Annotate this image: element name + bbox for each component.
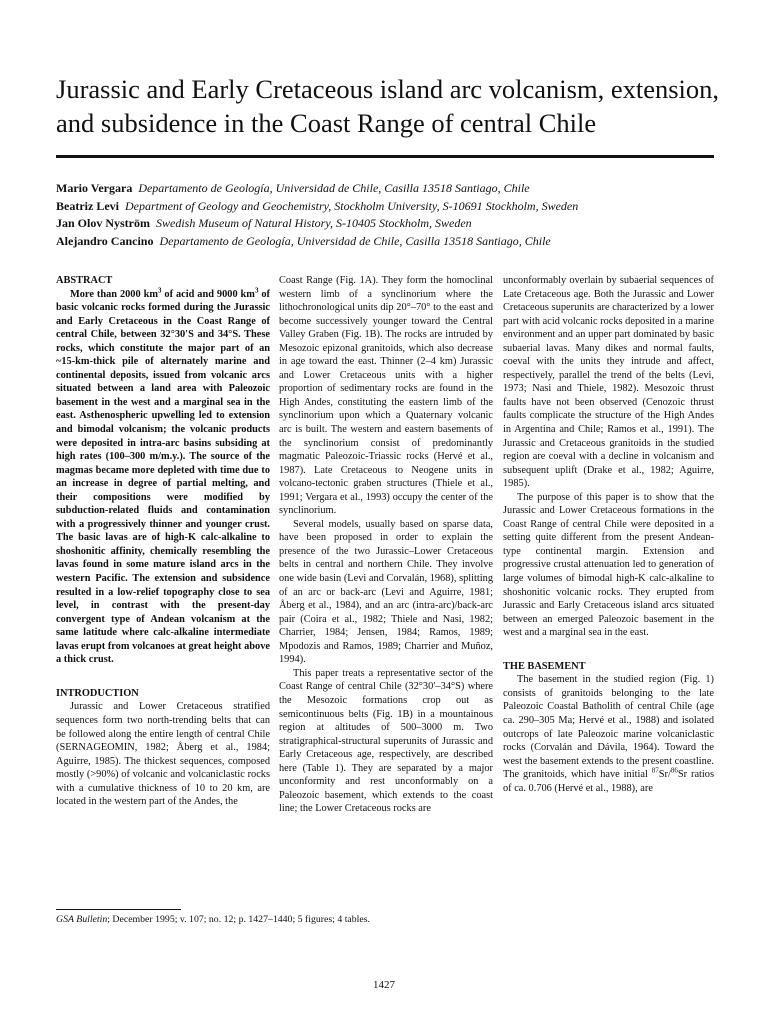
body-paragraph: This paper treats a representative sector of the Coast Range of central Chile (32°30′–34°S) where the Mesozoic formations crop out as semicontinuous belts (Fig. 1B) in a mountainous region at altitudes of 500–3000 m. Two stratigraphical-structural superunits of Jurassic and Early Cretaceous age, respectively, are described here (Table 1). They are separated by a major unconformity and rest unconformably on a Paleozoic basement, which extends to the coast line; the Lower Cretaceous rocks are bbox=[279, 667, 493, 815]
basement-heading: THE BASEMENT bbox=[503, 660, 586, 672]
author-affiliation: Department of Geology and Geochemistry, Stockholm University, S-10691 Stockholm, Sweden bbox=[124, 198, 579, 213]
author-name: Alejandro Cancino bbox=[56, 233, 154, 248]
paper-title: Jurassic and Early Cretaceous island arc volcanism, extension, and subsidence in the Coast Range of central Chile bbox=[56, 74, 720, 138]
body-paragraph: Jurassic and Lower Cretaceous stratified sequences form two north-trending belts that can be followed along the entire length of central Chile (SERNAGEOMIN, 1982; Åberg et al., 1984; Aguirre, 1985). The thickest sequences, composed mostly (>90%) of volcanic and volcaniclastic rocks with a cumulative thickness of 10 to 20 km, are located in the western part of the Andes, the bbox=[56, 701, 270, 808]
column-1 bbox=[56, 274, 270, 809]
author-affiliation: Swedish Museum of Natural History, S-10405 Stockholm, Sweden bbox=[156, 216, 472, 230]
column-2 bbox=[279, 274, 493, 816]
author-name: Beatriz Levi bbox=[56, 198, 119, 213]
author-entry bbox=[56, 180, 726, 198]
author-list bbox=[56, 180, 726, 250]
introduction-heading: INTRODUCTION bbox=[56, 687, 139, 699]
abstract-heading: ABSTRACT bbox=[56, 275, 113, 286]
column-3 bbox=[503, 274, 714, 795]
body-paragraph: Coast Range (Fig. 1A). They form the homoclinal western limb of a synclinorium where the lithochronological units dip 20°–70° to the east and become successively younger toward the Central Valley Graben (Fig. 1B). The rocks are intruded by Mesozoic epizonal granitoids, which also decrease in age toward the east. Thinner (2–4 km) Jurassic and Lower Cretaceous units with a higher proportion of sedimentary rocks are found in the High Andes, constituting the eastern limb of the synclinorium upon which a Quaternary volcanic arc is built. The western and eastern basements of the synclinorium consist of predominantly magmatic Paleozoic-Triassic rocks (Hervé et al., 1987). Late Cretaceous to Neogene units in volcano-tectonic graben structures (Thiele et al., 1991; Vergara et al., 1993) occupy the center of the synclinorium. bbox=[279, 275, 493, 517]
author-entry bbox=[56, 215, 726, 233]
footnote-rule bbox=[56, 909, 181, 910]
body-paragraph: Several models, usually based on sparse data, have been proposed in order to explain the presence of the two Jurassic–Lower Cretaceous belts in central and northern Chile. They involve one wide basin (Levi and Corvalán, 1968), splitting of an arc or back-arc (Levi and Aguirre, 1981; Åberg et al., 1984), and an arc (intra-arc)/back-arc pair (Coira et al., 1982; Thiele and Nasi, 1982; Charrier, 1984; Jensen, 1984; Ramos, 1989; Mpodozis and Ramos, 1989; Charrier and Muñoz, 1994). bbox=[279, 518, 493, 666]
footnote bbox=[56, 914, 370, 925]
page-number: 1427 bbox=[373, 979, 395, 991]
abstract-text: More than 2000 $km^3$ of acid and 9000 $km^3$ of basic volcanic rocks formed during the Jurassic and Early Cretaceous in the Coast Range of central Chile, between 32°30′S and 34°S. These rocks, which constitute the major part of an ~15-km-thick pile of alternately marine and continental deposits, issued from volcanic arcs situated between a land area with Paleozoic basement in the west and a marginal sea in the east. Asthenospheric upwelling led to extension and bimodal volcanism; the volcanic products were deposited in intra-arc basins subsiding at high rates (100–300 m/m.y.). The source of the magmas became more depleted with time due to an increase in degree of partial melting, and their compositions were modified by subduction-related fluids and contamination with a progressively thinner and younger crust. The basic lavas are of high-K calc-alkaline to shoshonitic affinity, chemically resembling the lavas found in some mature island arcs in the western Pacific. The extension and subsidence resulted in a low-relief topography close to sea level, in contrast with the present-day convergent type of Andean volcanism at the same latitude where calc-alkaline intermediate lavas erupt from volcanoes at great height above a thick crust. bbox=[56, 286, 271, 666]
body-paragraph: unconformably overlain by subaerial sequences of Late Cretaceous age. Both the Jurassic and Lower Cretaceous superunits are characterized by a lower part with acid volcanic rocks deposited in a marine environment and an upper part dominated by basic subaerial lavas. Many dikes and normal faults, coeval with the units they intrude and affect, respectively, parallel the trend of the belts (Levi, 1973; Nasi and Thiele, 1982). Mesozoic thrust faults have not been observed (Cenozoic thrust faults complicate the structure of the High Andes in Argentina and Chile; Ramos et al., 1991). The Jurassic and Cretaceous granitoids in the studied region are coeval with a decline in volcanism and subsequent uplift (Drake et al., 1982; Aguirre, 1985). bbox=[503, 275, 714, 490]
author-entry bbox=[56, 198, 726, 216]
journal-name: GSA Bulletin bbox=[56, 914, 108, 925]
body-paragraph: The purpose of this paper is to show that the Jurassic and Lower Cretaceous formations in the Coast Range of central Chile were deposited in a setting quite different from the present Andean-type continental margin. Extension and progressive crustal attenuation led to generation of large volumes of bimodal high-K calc-alkaline to shoshonitic volcanic rocks. They erupted from Jurassic and Early Cretaceous island arcs situated between an emerged Paleozoic basement in the west and a marginal sea in the east. bbox=[503, 491, 714, 639]
basement-text: The basement in the studied region (Fig. 1) consists of granitoids belonging to the late Paleozoic Coastal Batholith of central Chile (age ca. 290–305 Ma; Hervé et al., 1988) and isolated outcrops of late Paleozoic marine volcaniclastic rocks (Corvalán and Dávila, 1964). Toward the west the basement extends to the present coastline. The granitoids, which have initial $^{87}$Sr/$^{86}$Sr ratios of ca. 0.706 (Hervé et al., 1988), are bbox=[503, 674, 714, 794]
title-rule bbox=[56, 155, 714, 158]
author-affiliation: Departamento de Geología, Universidad de Chile, Casilla 13518 Santiago, Chile bbox=[159, 233, 551, 248]
author-name: Jan Olov Nyström bbox=[56, 216, 150, 230]
author-name: Mario Vergara bbox=[56, 181, 133, 195]
author-affiliation: Departamento de Geología, Universidad de Chile, Casilla 13518 Santiago, Chile bbox=[138, 181, 530, 195]
author-entry bbox=[56, 233, 726, 251]
citation-details: ; December 1995; v. 107; no. 12; p. 1427–1440; 5 figures; 4 tables. bbox=[107, 914, 371, 925]
